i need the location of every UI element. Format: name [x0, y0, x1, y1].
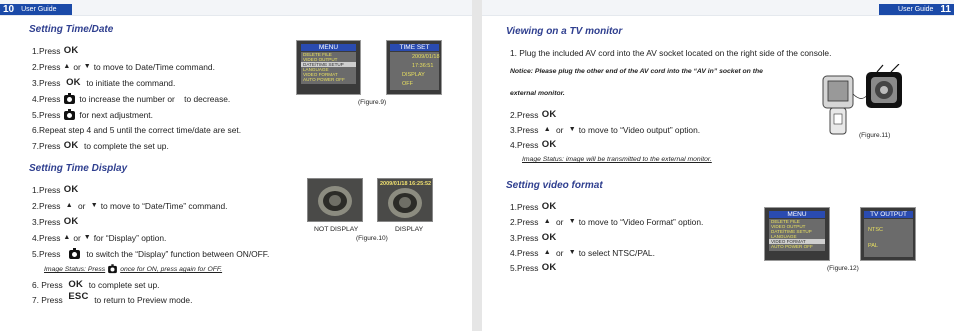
up-arrow-icon: ▲	[543, 218, 551, 225]
section-heading-tv: Viewing on a TV monitor	[506, 26, 623, 37]
menu-item: VIDEO FORMAT	[303, 72, 338, 77]
figure-11-caption: (Figure.11)	[859, 132, 891, 139]
step-text: or	[73, 62, 81, 72]
step-text: 3.Press	[32, 217, 61, 227]
label-display: DISPLAY	[395, 226, 424, 233]
header-label: User Guide	[898, 6, 934, 13]
step-line	[510, 232, 557, 244]
menu-item: AUTO POWER OFF	[303, 77, 345, 82]
ok-button-glyph: OK	[63, 45, 79, 56]
section-heading-video-format: Setting video format	[506, 180, 603, 191]
down-arrow-icon: ▼	[83, 234, 91, 241]
step-line	[32, 216, 79, 228]
ok-button-glyph: OK	[63, 216, 79, 227]
option-pal: PAL	[868, 243, 878, 249]
down-arrow-icon: ▼	[568, 249, 576, 256]
step-line	[510, 247, 655, 259]
ok-button-glyph: OK	[63, 184, 79, 195]
step-text: 3.Press	[32, 78, 61, 88]
step-line	[510, 109, 557, 121]
step-text: 1.Press	[510, 202, 539, 212]
step-line	[510, 124, 700, 136]
ok-button-glyph: OK	[541, 139, 557, 150]
ok-button-glyph: OK	[541, 201, 557, 212]
label-not-display: NOT DISPLAY	[314, 226, 359, 233]
time-set-display: DISPLAY	[402, 72, 425, 78]
time-set-title: TIME SET	[390, 44, 439, 51]
step-text: to move to “Video Format” option.	[578, 217, 704, 227]
time-set-display-value: OFF	[402, 81, 413, 87]
step-line	[510, 201, 557, 213]
menu-title: MENU	[769, 211, 825, 218]
step-line	[510, 216, 703, 228]
figure-12-menu-screen	[764, 207, 830, 261]
down-arrow-icon: ▼	[568, 218, 576, 225]
step-text: 3.Press	[510, 125, 539, 135]
step-text: 5.Press	[510, 263, 539, 273]
page-header-right	[879, 4, 954, 15]
camera-icon	[108, 266, 117, 273]
step-text: for next adjustment.	[79, 110, 153, 120]
step-text: 1.Press	[32, 46, 61, 56]
menu-item: AUTO POWER OFF	[771, 244, 813, 249]
step-line	[32, 279, 159, 291]
menu-list	[301, 52, 356, 84]
figure-9-time-screen	[386, 40, 442, 95]
camera-icon	[64, 95, 75, 104]
menu-item-selected: VIDEO FORMAT	[769, 239, 825, 244]
step-text: 6. Press	[32, 280, 63, 290]
step-line	[32, 184, 79, 196]
step-text: to move to “Date/Time” command.	[100, 201, 228, 211]
menu-item: VIDEO OUTPUT	[771, 224, 806, 229]
step-text: 7.Press	[32, 141, 61, 151]
step-text: 3.Press	[510, 233, 539, 243]
step-line	[32, 93, 230, 105]
ok-button-glyph: OK	[66, 77, 81, 88]
right-page	[482, 0, 954, 331]
figure-12-output-screen	[860, 207, 916, 261]
section-heading-time-date: Setting Time/Date	[29, 24, 114, 35]
step-text: to move to Date/Time command.	[93, 62, 215, 72]
ok-button-glyph: OK	[541, 109, 557, 120]
figure-11-illustration	[819, 64, 929, 138]
step-text: 5.Press	[32, 110, 61, 120]
page-gutter	[472, 0, 482, 331]
menu-item: VIDEO OUTPUT	[303, 57, 338, 62]
step-text: to switch the “Display” function between ON/OFF.	[86, 249, 270, 259]
step-text: 4.Press	[32, 94, 61, 104]
tv-output-title: TV OUTPUT	[864, 211, 913, 218]
step-text: to complete the set up.	[84, 141, 169, 151]
up-arrow-icon: ▲	[543, 249, 551, 256]
step-line	[32, 232, 166, 244]
step-line	[32, 200, 227, 212]
step-text: or	[556, 248, 564, 258]
notice-line-2: external monitor.	[510, 90, 565, 97]
step-text: to complete set up.	[88, 280, 160, 290]
step-text: to initiate the command.	[86, 78, 176, 88]
handheld-device-icon	[823, 76, 853, 134]
down-arrow-icon: ▼	[83, 63, 91, 70]
menu-item: DATE/TIME SETUP	[771, 229, 812, 234]
image-status-note	[44, 265, 222, 274]
time-set-time: 17:36:51	[412, 63, 434, 69]
header-label: User Guide	[21, 6, 57, 13]
note-text: Image Status: Press	[44, 266, 106, 273]
page-number: 10	[3, 4, 15, 15]
step-text: to decrease.	[184, 94, 231, 104]
up-arrow-icon: ▲	[543, 126, 551, 133]
step-text: 2.Press	[510, 217, 539, 227]
photo-display	[377, 178, 433, 222]
step-text: 1.Press	[32, 185, 61, 195]
figure-12-caption: (Figure.12)	[827, 265, 859, 272]
camera-icon	[69, 250, 80, 259]
down-arrow-icon: ▼	[90, 202, 98, 209]
option-ntsc: NTSC	[868, 227, 883, 233]
menu-list	[769, 219, 825, 251]
ok-button-glyph: OK	[63, 140, 79, 151]
step-text: to select NTSC/PAL.	[578, 248, 655, 258]
figure-9-caption: (Figure.9)	[358, 99, 387, 106]
time-set-date: 2009/01/18	[412, 54, 440, 60]
figure-10-caption: (Figure.10)	[356, 235, 388, 242]
step-text: to return to Preview mode.	[94, 295, 193, 305]
camera-icon	[64, 111, 75, 120]
step-text: 2.Press	[32, 201, 61, 211]
step-text: 2.Press	[510, 110, 539, 120]
step-text: 7. Press	[32, 295, 63, 305]
time-set-panel	[390, 52, 439, 90]
esc-button-glyph: ESC	[68, 291, 89, 302]
figure-9-menu-screen	[296, 40, 361, 95]
step-text: or	[78, 201, 86, 211]
step-line	[32, 291, 193, 306]
up-arrow-icon: ▲	[63, 63, 71, 70]
menu-item: DELETE FILE	[771, 219, 800, 224]
menu-item-selected: DATE/TIME SETUP	[301, 62, 356, 67]
tv-monitor-icon	[866, 64, 902, 108]
step-line	[32, 140, 169, 152]
up-arrow-icon: ▲	[65, 202, 73, 209]
photo-not-display	[307, 178, 363, 222]
menu-item: DELETE FILE	[303, 52, 332, 57]
down-arrow-icon: ▼	[568, 126, 576, 133]
date-time-stamp: 2009/01/18 16:25:52	[380, 181, 432, 187]
pipe-center	[329, 195, 341, 206]
step-text: or	[556, 217, 564, 227]
step-line: 1. Plug the included AV cord into the AV socket located on the right side of the console.	[510, 48, 832, 58]
section-heading-time-display: Setting Time Display	[29, 163, 128, 174]
step-line	[32, 109, 153, 121]
step-line	[32, 248, 269, 260]
step-line	[32, 77, 175, 89]
step-line: 6.Repeat step 4 and 5 until the correct time/date are set.	[32, 125, 242, 135]
note-text: once for ON, press again for OFF.	[120, 266, 223, 273]
menu-item: LANGUAGE	[771, 234, 797, 239]
ok-button-glyph: OK	[68, 279, 84, 290]
step-text: 4.Press	[510, 140, 539, 150]
step-text: 2.Press	[32, 62, 61, 72]
page-number: 11	[940, 4, 951, 15]
step-line	[510, 262, 557, 274]
step-text: 4.Press	[510, 248, 539, 258]
page-header-left	[0, 4, 72, 15]
menu-item: LANGUAGE	[303, 67, 329, 72]
image-status-note: Image Status: image will be transmitted to the external monitor.	[522, 156, 712, 163]
step-line	[32, 61, 215, 73]
step-text: or	[556, 125, 564, 135]
notice-line-1: Notice: Please plug the other end of the AV cord into the “AV in” socket on the	[510, 68, 763, 75]
step-text: 5.Press	[32, 249, 61, 259]
step-text: for “Display” option.	[93, 233, 167, 243]
pipe-center	[399, 197, 411, 208]
step-line	[32, 45, 79, 57]
step-text: to move to “Video output” option.	[578, 125, 701, 135]
up-arrow-icon: ▲	[63, 234, 71, 241]
ok-button-glyph: OK	[541, 262, 557, 273]
step-text: or	[73, 233, 81, 243]
tv-output-panel	[864, 219, 913, 257]
step-text: to increase the number or	[79, 94, 175, 104]
step-text: 4.Press	[32, 233, 61, 243]
ok-button-glyph: OK	[541, 232, 557, 243]
menu-title: MENU	[301, 44, 356, 51]
step-line	[510, 139, 557, 151]
left-page	[0, 0, 472, 331]
